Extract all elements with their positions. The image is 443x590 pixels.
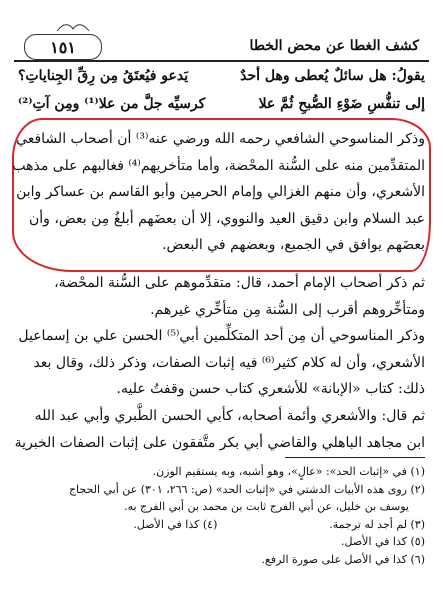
- paragraph-ahmad: [18, 270, 425, 323]
- footnote: (٥) كذا في الأصل.: [341, 535, 425, 548]
- verse-1-first-hemistich: يقولُ: هل سائلٌ يُعطى وهل أحدٌ: [240, 68, 425, 84]
- footnote: (١) في «إثبات الحد»: «عالٍ»، وهو أشبه، وبه يستقيم الوزن.: [152, 465, 425, 478]
- paragraph-line: ابن مجاهد الباهلي والقاضي أبي بكر متَّفقون على إثبات الصفات الخبرية: [14, 434, 425, 451]
- paragraph-imams: [14, 403, 425, 456]
- page-header: [14, 34, 429, 62]
- paragraph-line: عبد السلام وابن دقيق العيد والنووي، إلا أن بعضَهم أبلغُ مِن بعض، وأن: [28, 210, 425, 227]
- running-title: كشف الغطا عن محض الخطا: [249, 38, 419, 54]
- page-number: ١٥١: [50, 37, 76, 57]
- paragraph-line: وذكر المناسوحي أن مِن أحد المتكلِّمين أبي⁽⁵⁾ الحسن علي بن إسماعيل: [18, 328, 425, 344]
- verse-1-second-hemistich: يَدعو فيُعتَقُ مِن رِقِّ الجِناياتِ؟: [18, 68, 189, 84]
- footnote: (٢) روى هذه الأبيات الدشتي في «إثبات الحد» (ص: ٢٦٦، ٣٠١) عن أبي الحجاج: [68, 482, 425, 496]
- paragraph-line: الأشعري، وأن منهم الغزالي وإمام الحرمين وأبو القاسم بن عساكر وابن: [16, 184, 425, 200]
- paragraph-line: وذكر المناسوحي الشافعي رحمه الله ورضي عنه⁽³⁾ أن أصحاب الشافعي: [16, 131, 425, 147]
- page-number-frame: [24, 34, 102, 60]
- paragraph-line: الأشعري، وأن له كلام كثير⁽⁶⁾ فيه إثبات الصفات، وذكر ذلك، وقال بعد: [33, 354, 425, 371]
- footnote: (٣) لم أجد له ترجمة. (٤) كذا في الأصل.: [133, 517, 425, 531]
- paragraph-line: ثم ذكر أصحاب الإمام أحمد، قال: متقدِّموهم على السُّنة المحْضة،: [54, 275, 425, 291]
- verse-2-first-hemistich: إلى تنفُّسِ ضَوْءِ الصُّبحِ ثُمَّ علا: [258, 96, 425, 112]
- paragraph-ashari: [18, 323, 425, 403]
- paragraph-line: المتقدِّمين منه على السُّنة المحْضة، وأما متأخريهم⁽⁴⁾ فغالبهم على مذهب: [12, 157, 425, 174]
- poem-verse-2: [18, 96, 425, 118]
- paragraph-line: ذلك: كتاب «الإبانة» للأشعري كتاب حسن وقفتُ عليه.: [116, 381, 425, 397]
- ornament-icon: [55, 21, 91, 33]
- paragraph-line: بعضَهم يوافق في الجميع، وبعضهم في البعض.: [162, 237, 425, 253]
- paragraph-line: ومتأخِّروهم أقرب إلى السُّنة مِن متأخِّري غيرهم.: [150, 301, 425, 318]
- footnotes: [18, 463, 425, 568]
- paragraph-line: ثم قال: والأشعري وأئمة أصحابه، كأبي الحسن الطَّبري وأبي عبد الله: [34, 408, 425, 424]
- poem-verse-1: [18, 68, 425, 90]
- paragraph-shafii: [12, 126, 425, 259]
- verse-2-second-hemistich: كرسيِّه جلَّ من علا⁽¹⁾ ومِن آتِ⁽²⁾: [18, 96, 206, 112]
- footnote: يوسف بن خليل، عن أبي الفرج ثابت بن محمد بن أبي الفرج به.: [124, 500, 409, 513]
- footnote: (٦) كذا في الأصل على صورة الرفع.: [261, 552, 425, 566]
- footnote-separator: [285, 457, 425, 458]
